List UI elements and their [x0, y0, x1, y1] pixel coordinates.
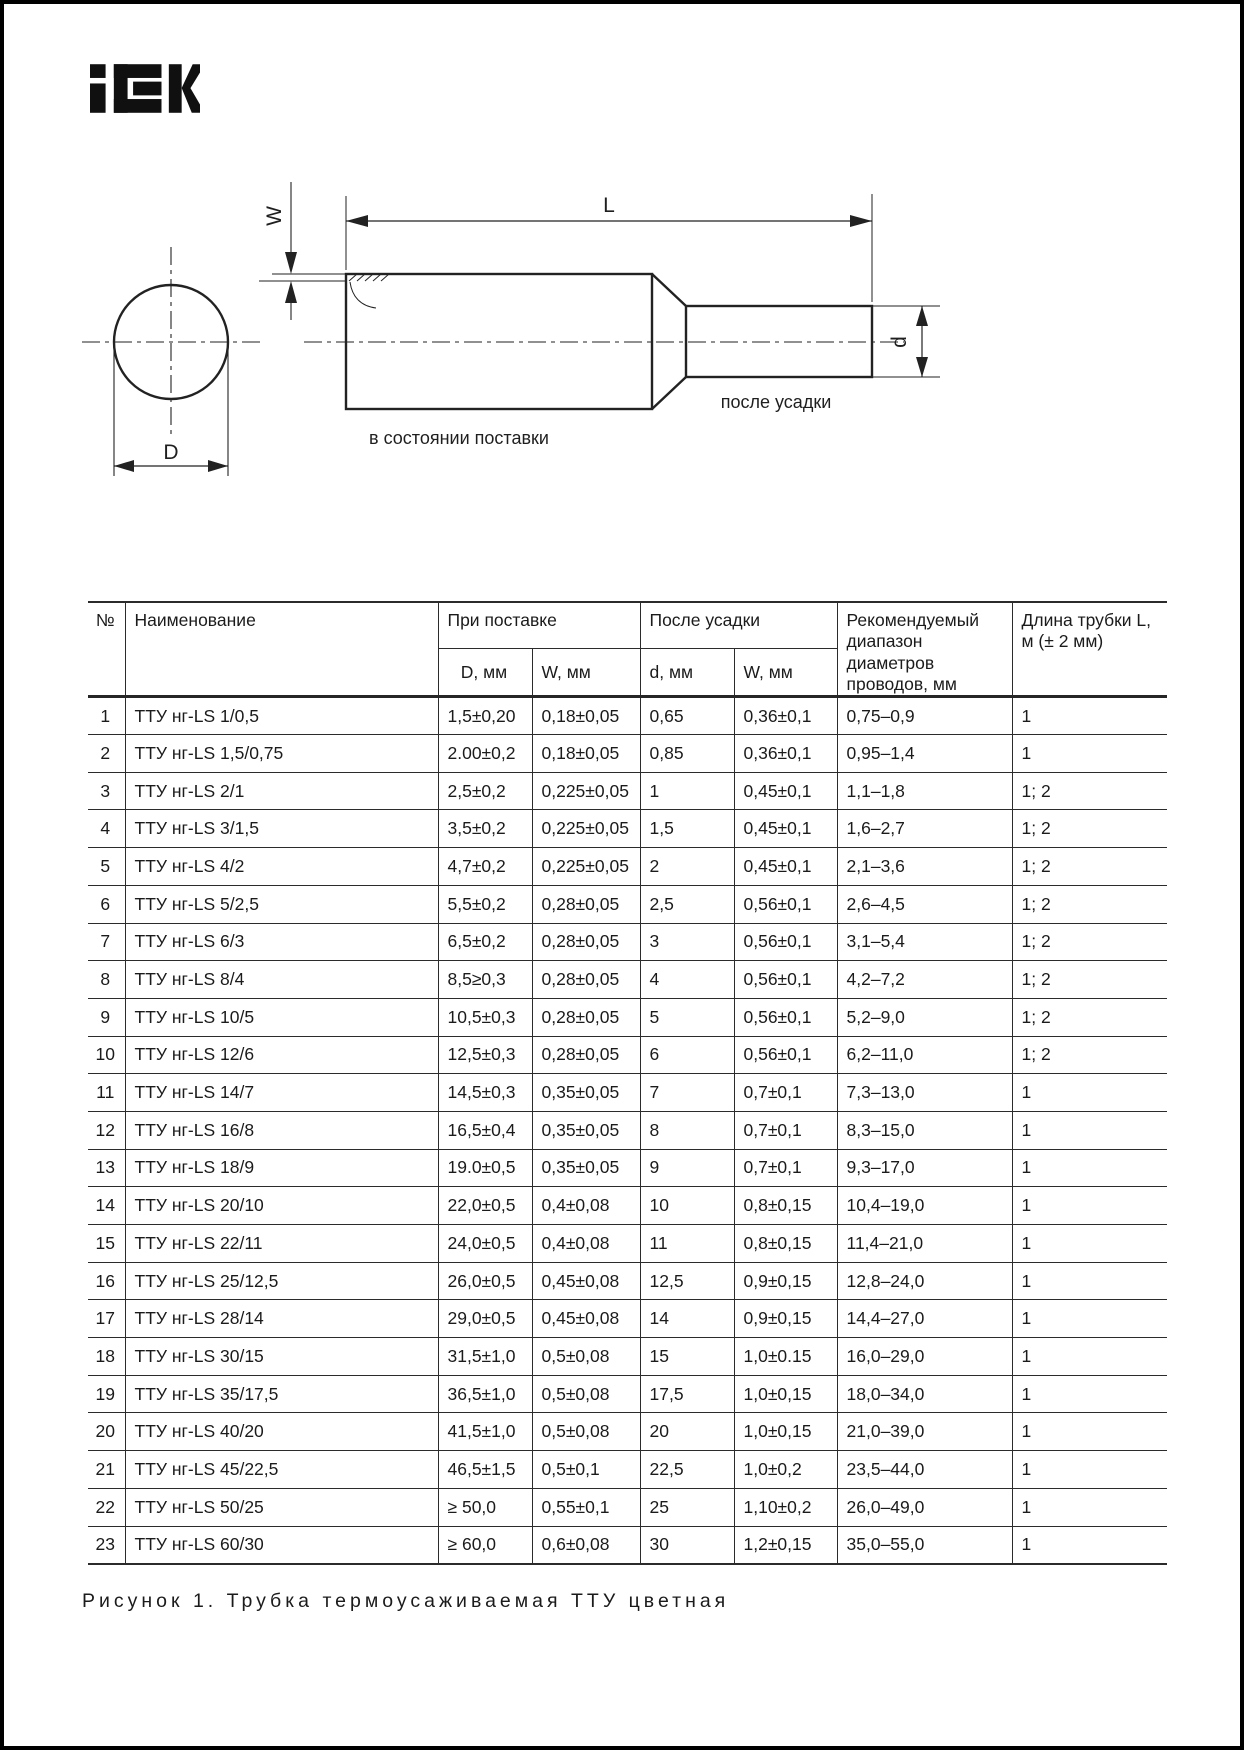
- product-name: ТТУ нг-LS 6/3: [125, 923, 438, 961]
- d-after: 10: [640, 1187, 734, 1225]
- d-after: 7: [640, 1074, 734, 1112]
- table-row: [88, 1149, 1167, 1187]
- row-num: 2: [88, 735, 125, 773]
- W-after: 0,36±0,1: [734, 697, 837, 735]
- col-head-name: Наименование: [125, 602, 438, 697]
- d-after: 14: [640, 1300, 734, 1338]
- row-num: 17: [88, 1300, 125, 1338]
- D-supply: 5,5±0,2: [438, 885, 532, 923]
- W-after: 0,9±0,15: [734, 1262, 837, 1300]
- row-num: 5: [88, 848, 125, 886]
- table-row: [88, 961, 1167, 999]
- dim-label-d: d: [888, 336, 911, 348]
- table-row: [88, 1036, 1167, 1074]
- W-after: 0,7±0,1: [734, 1149, 837, 1187]
- product-name: ТТУ нг-LS 14/7: [125, 1074, 438, 1112]
- D-supply: 19.0±0,5: [438, 1149, 532, 1187]
- spec-table: [88, 601, 1167, 1565]
- figure-caption: Рисунок 1. Трубка термоусаживаемая ТТУ цветная: [82, 1590, 730, 1612]
- tube-length: 1: [1012, 1413, 1167, 1451]
- row-num: 14: [88, 1187, 125, 1225]
- tube-length: 1: [1012, 735, 1167, 773]
- d-after: 1: [640, 772, 734, 810]
- diameter-range: 8,3–15,0: [837, 1111, 1012, 1149]
- W-after: 0,45±0,1: [734, 848, 837, 886]
- product-name: ТТУ нг-LS 60/30: [125, 1526, 438, 1564]
- col-head-d-mm: d, мм: [640, 649, 734, 697]
- product-name: ТТУ нг-LS 2/1: [125, 772, 438, 810]
- diameter-range: 11,4–21,0: [837, 1225, 1012, 1263]
- diameter-range: 23,5–44,0: [837, 1451, 1012, 1489]
- product-name: ТТУ нг-LS 25/12,5: [125, 1262, 438, 1300]
- D-supply: 4,7±0,2: [438, 848, 532, 886]
- tube-drawing: [74, 154, 954, 494]
- row-num: 11: [88, 1074, 125, 1112]
- tube-length: 1: [1012, 1488, 1167, 1526]
- W-supply: 0,225±0,05: [532, 848, 640, 886]
- tube-length: 1: [1012, 1300, 1167, 1338]
- table-row: [88, 1375, 1167, 1413]
- col-head-W-mm-supply: W, мм: [532, 649, 640, 697]
- table-row: [88, 772, 1167, 810]
- after-shrink-label: после усадки: [720, 392, 832, 412]
- table-row: [88, 1300, 1167, 1338]
- tube-length: 1: [1012, 1111, 1167, 1149]
- table-row: [88, 848, 1167, 886]
- D-supply: 41,5±1,0: [438, 1413, 532, 1451]
- tube-length: 1; 2: [1012, 810, 1167, 848]
- row-num: 20: [88, 1413, 125, 1451]
- W-after: 0,9±0,15: [734, 1300, 837, 1338]
- tube-length: 1; 2: [1012, 961, 1167, 999]
- tube-length: 1: [1012, 1338, 1167, 1376]
- W-after: 1,0±0,15: [734, 1413, 837, 1451]
- W-supply: 0,225±0,05: [532, 810, 640, 848]
- product-name: ТТУ нг-LS 8/4: [125, 961, 438, 999]
- d-after: 20: [640, 1413, 734, 1451]
- product-name: ТТУ нг-LS 45/22,5: [125, 1451, 438, 1489]
- diameter-range: 21,0–39,0: [837, 1413, 1012, 1451]
- table-row: [88, 735, 1167, 773]
- table-row: [88, 1488, 1167, 1526]
- diameter-range: 4,2–7,2: [837, 961, 1012, 999]
- d-after: 12,5: [640, 1262, 734, 1300]
- tube-length: 1: [1012, 1074, 1167, 1112]
- W-after: 0,45±0,1: [734, 772, 837, 810]
- diameter-range: 12,8–24,0: [837, 1262, 1012, 1300]
- product-name: ТТУ нг-LS 3/1,5: [125, 810, 438, 848]
- col-head-num: №: [88, 602, 125, 697]
- D-supply: 16,5±0,4: [438, 1111, 532, 1149]
- d-after: 8: [640, 1111, 734, 1149]
- table-row: [88, 1413, 1167, 1451]
- dim-label-D: D: [163, 441, 179, 464]
- diameter-range: 16,0–29,0: [837, 1338, 1012, 1376]
- diameter-range: 18,0–34,0: [837, 1375, 1012, 1413]
- W-after: 0,56±0,1: [734, 885, 837, 923]
- row-num: 6: [88, 885, 125, 923]
- d-after: 2,5: [640, 885, 734, 923]
- product-name: ТТУ нг-LS 18/9: [125, 1149, 438, 1187]
- D-supply: 26,0±0,5: [438, 1262, 532, 1300]
- table-row: [88, 1451, 1167, 1489]
- product-name: ТТУ нг-LS 28/14: [125, 1300, 438, 1338]
- table-row: [88, 1074, 1167, 1112]
- tube-length: 1: [1012, 697, 1167, 735]
- product-name: ТТУ нг-LS 20/10: [125, 1187, 438, 1225]
- iek-logo: [90, 62, 200, 115]
- tube-length: 1: [1012, 1451, 1167, 1489]
- col-head-D-mm: D, мм: [438, 649, 532, 697]
- W-supply: 0,45±0,08: [532, 1262, 640, 1300]
- d-after: 3: [640, 923, 734, 961]
- W-after: 0,56±0,1: [734, 923, 837, 961]
- d-after: 11: [640, 1225, 734, 1263]
- D-supply: 31,5±1,0: [438, 1338, 532, 1376]
- diameter-range: 35,0–55,0: [837, 1526, 1012, 1564]
- diameter-range: 1,1–1,8: [837, 772, 1012, 810]
- W-supply: 0,35±0,05: [532, 1111, 640, 1149]
- row-num: 3: [88, 772, 125, 810]
- d-after: 4: [640, 961, 734, 999]
- W-supply: 0,35±0,05: [532, 1074, 640, 1112]
- W-after: 1,0±0,15: [734, 1375, 837, 1413]
- table-body: [88, 697, 1167, 1564]
- product-name: ТТУ нг-LS 30/15: [125, 1338, 438, 1376]
- table-row: [88, 1187, 1167, 1225]
- D-supply: 22,0±0,5: [438, 1187, 532, 1225]
- product-name: ТТУ нг-LS 5/2,5: [125, 885, 438, 923]
- D-supply: 2,5±0,2: [438, 772, 532, 810]
- W-supply: 0,4±0,08: [532, 1187, 640, 1225]
- W-supply: 0,18±0,05: [532, 697, 640, 735]
- D-supply: 3,5±0,2: [438, 810, 532, 848]
- W-supply: 0,28±0,05: [532, 998, 640, 1036]
- table-row: [88, 1338, 1167, 1376]
- diameter-range: 26,0–49,0: [837, 1488, 1012, 1526]
- product-name: ТТУ нг-LS 35/17,5: [125, 1375, 438, 1413]
- D-supply: 36,5±1,0: [438, 1375, 532, 1413]
- product-name: ТТУ нг-LS 4/2: [125, 848, 438, 886]
- W-after: 0,45±0,1: [734, 810, 837, 848]
- d-after: 6: [640, 1036, 734, 1074]
- table-row: [88, 697, 1167, 735]
- row-num: 16: [88, 1262, 125, 1300]
- diameter-range: 10,4–19,0: [837, 1187, 1012, 1225]
- D-supply: 10,5±0,3: [438, 998, 532, 1036]
- tube-length: 1; 2: [1012, 885, 1167, 923]
- tube-length: 1: [1012, 1187, 1167, 1225]
- tube-length: 1; 2: [1012, 772, 1167, 810]
- diameter-range: 2,1–3,6: [837, 848, 1012, 886]
- D-supply: 2.00±0,2: [438, 735, 532, 773]
- row-num: 10: [88, 1036, 125, 1074]
- W-supply: 0,45±0,08: [532, 1300, 640, 1338]
- table-row: [88, 1526, 1167, 1564]
- d-after: 1,5: [640, 810, 734, 848]
- row-num: 4: [88, 810, 125, 848]
- W-after: 0,7±0,1: [734, 1111, 837, 1149]
- table-row: [88, 1225, 1167, 1263]
- row-num: 9: [88, 998, 125, 1036]
- D-supply: 29,0±0,5: [438, 1300, 532, 1338]
- diameter-range: 9,3–17,0: [837, 1149, 1012, 1187]
- product-name: ТТУ нг-LS 16/8: [125, 1111, 438, 1149]
- col-group-after-shrink: После усадки: [640, 602, 837, 649]
- tube-length: 1; 2: [1012, 848, 1167, 886]
- product-name: ТТУ нг-LS 12/6: [125, 1036, 438, 1074]
- row-num: 21: [88, 1451, 125, 1489]
- diameter-range: 7,3–13,0: [837, 1074, 1012, 1112]
- d-after: 9: [640, 1149, 734, 1187]
- row-num: 23: [88, 1526, 125, 1564]
- tube-length: 1: [1012, 1225, 1167, 1263]
- table-row: [88, 998, 1167, 1036]
- d-after: 22,5: [640, 1451, 734, 1489]
- tube-length: 1: [1012, 1526, 1167, 1564]
- W-supply: 0,5±0,1: [532, 1451, 640, 1489]
- row-num: 22: [88, 1488, 125, 1526]
- D-supply: ≥ 60,0: [438, 1526, 532, 1564]
- W-supply: 0,35±0,05: [532, 1149, 640, 1187]
- W-supply: 0,28±0,05: [532, 961, 640, 999]
- W-supply: 0,4±0,08: [532, 1225, 640, 1263]
- row-num: 13: [88, 1149, 125, 1187]
- d-after: 15: [640, 1338, 734, 1376]
- W-after: 1,0±0,2: [734, 1451, 837, 1489]
- table-row: [88, 885, 1167, 923]
- tube-length: 1; 2: [1012, 998, 1167, 1036]
- diameter-range: 3,1–5,4: [837, 923, 1012, 961]
- tube-length: 1: [1012, 1375, 1167, 1413]
- row-num: 15: [88, 1225, 125, 1263]
- W-supply: 0,6±0,08: [532, 1526, 640, 1564]
- d-after: 0,85: [640, 735, 734, 773]
- D-supply: ≥ 50,0: [438, 1488, 532, 1526]
- product-name: ТТУ нг-LS 1,5/0,75: [125, 735, 438, 773]
- diameter-range: 6,2–11,0: [837, 1036, 1012, 1074]
- table-row: [88, 810, 1167, 848]
- diameter-range: 0,95–1,4: [837, 735, 1012, 773]
- row-num: 8: [88, 961, 125, 999]
- d-after: 0,65: [640, 697, 734, 735]
- col-group-at-supply: При поставке: [438, 602, 640, 649]
- W-after: 0,8±0,15: [734, 1187, 837, 1225]
- d-after: 5: [640, 998, 734, 1036]
- header-row-groups: [88, 602, 1167, 649]
- col-head-diameter-range: Рекомендуемый диапазон диаметров проводов, мм: [837, 602, 1012, 697]
- D-supply: 1,5±0,20: [438, 697, 532, 735]
- product-name: ТТУ нг-LS 10/5: [125, 998, 438, 1036]
- d-after: 30: [640, 1526, 734, 1564]
- W-after: 1,2±0,15: [734, 1526, 837, 1564]
- row-num: 7: [88, 923, 125, 961]
- row-num: 18: [88, 1338, 125, 1376]
- row-num: 1: [88, 697, 125, 735]
- W-after: 0,56±0,1: [734, 998, 837, 1036]
- W-supply: 0,5±0,08: [532, 1375, 640, 1413]
- W-supply: 0,55±0,1: [532, 1488, 640, 1526]
- row-num: 19: [88, 1375, 125, 1413]
- supply-state-label: в состоянии поставки: [369, 428, 549, 448]
- dim-label-L: L: [603, 194, 615, 217]
- d-after: 25: [640, 1488, 734, 1526]
- col-head-W-mm-after: W, мм: [734, 649, 837, 697]
- D-supply: 12,5±0,3: [438, 1036, 532, 1074]
- W-supply: 0,5±0,08: [532, 1413, 640, 1451]
- W-supply: 0,5±0,08: [532, 1338, 640, 1376]
- diameter-range: 14,4–27,0: [837, 1300, 1012, 1338]
- W-supply: 0,225±0,05: [532, 772, 640, 810]
- product-name: ТТУ нг-LS 1/0,5: [125, 697, 438, 735]
- D-supply: 6,5±0,2: [438, 923, 532, 961]
- product-name: ТТУ нг-LS 50/25: [125, 1488, 438, 1526]
- row-num: 12: [88, 1111, 125, 1149]
- W-after: 0,56±0,1: [734, 1036, 837, 1074]
- table-row: [88, 1262, 1167, 1300]
- W-supply: 0,28±0,05: [532, 923, 640, 961]
- D-supply: 8,5≥0,3: [438, 961, 532, 999]
- tube-length: 1: [1012, 1149, 1167, 1187]
- product-name: ТТУ нг-LS 22/11: [125, 1225, 438, 1263]
- product-name: ТТУ нг-LS 40/20: [125, 1413, 438, 1451]
- tube-length: 1; 2: [1012, 1036, 1167, 1074]
- W-supply: 0,28±0,05: [532, 885, 640, 923]
- diameter-range: 0,75–0,9: [837, 697, 1012, 735]
- W-after: 0,56±0,1: [734, 961, 837, 999]
- W-after: 0,8±0,15: [734, 1225, 837, 1263]
- diameter-range: 2,6–4,5: [837, 885, 1012, 923]
- W-after: 0,7±0,1: [734, 1074, 837, 1112]
- W-supply: 0,28±0,05: [532, 1036, 640, 1074]
- table-row: [88, 1111, 1167, 1149]
- D-supply: 24,0±0,5: [438, 1225, 532, 1263]
- W-after: 1,10±0,2: [734, 1488, 837, 1526]
- W-after: 1,0±0.15: [734, 1338, 837, 1376]
- table-row: [88, 923, 1167, 961]
- d-after: 17,5: [640, 1375, 734, 1413]
- tube-length: 1: [1012, 1262, 1167, 1300]
- tube-length: 1; 2: [1012, 923, 1167, 961]
- diameter-range: 5,2–9,0: [837, 998, 1012, 1036]
- d-after: 2: [640, 848, 734, 886]
- diameter-range: 1,6–2,7: [837, 810, 1012, 848]
- W-after: 0,36±0,1: [734, 735, 837, 773]
- D-supply: 46,5±1,5: [438, 1451, 532, 1489]
- col-head-tube-length: Длина трубки L, м (± 2 мм): [1012, 602, 1167, 697]
- dim-label-W: W: [263, 206, 286, 226]
- D-supply: 14,5±0,3: [438, 1074, 532, 1112]
- W-supply: 0,18±0,05: [532, 735, 640, 773]
